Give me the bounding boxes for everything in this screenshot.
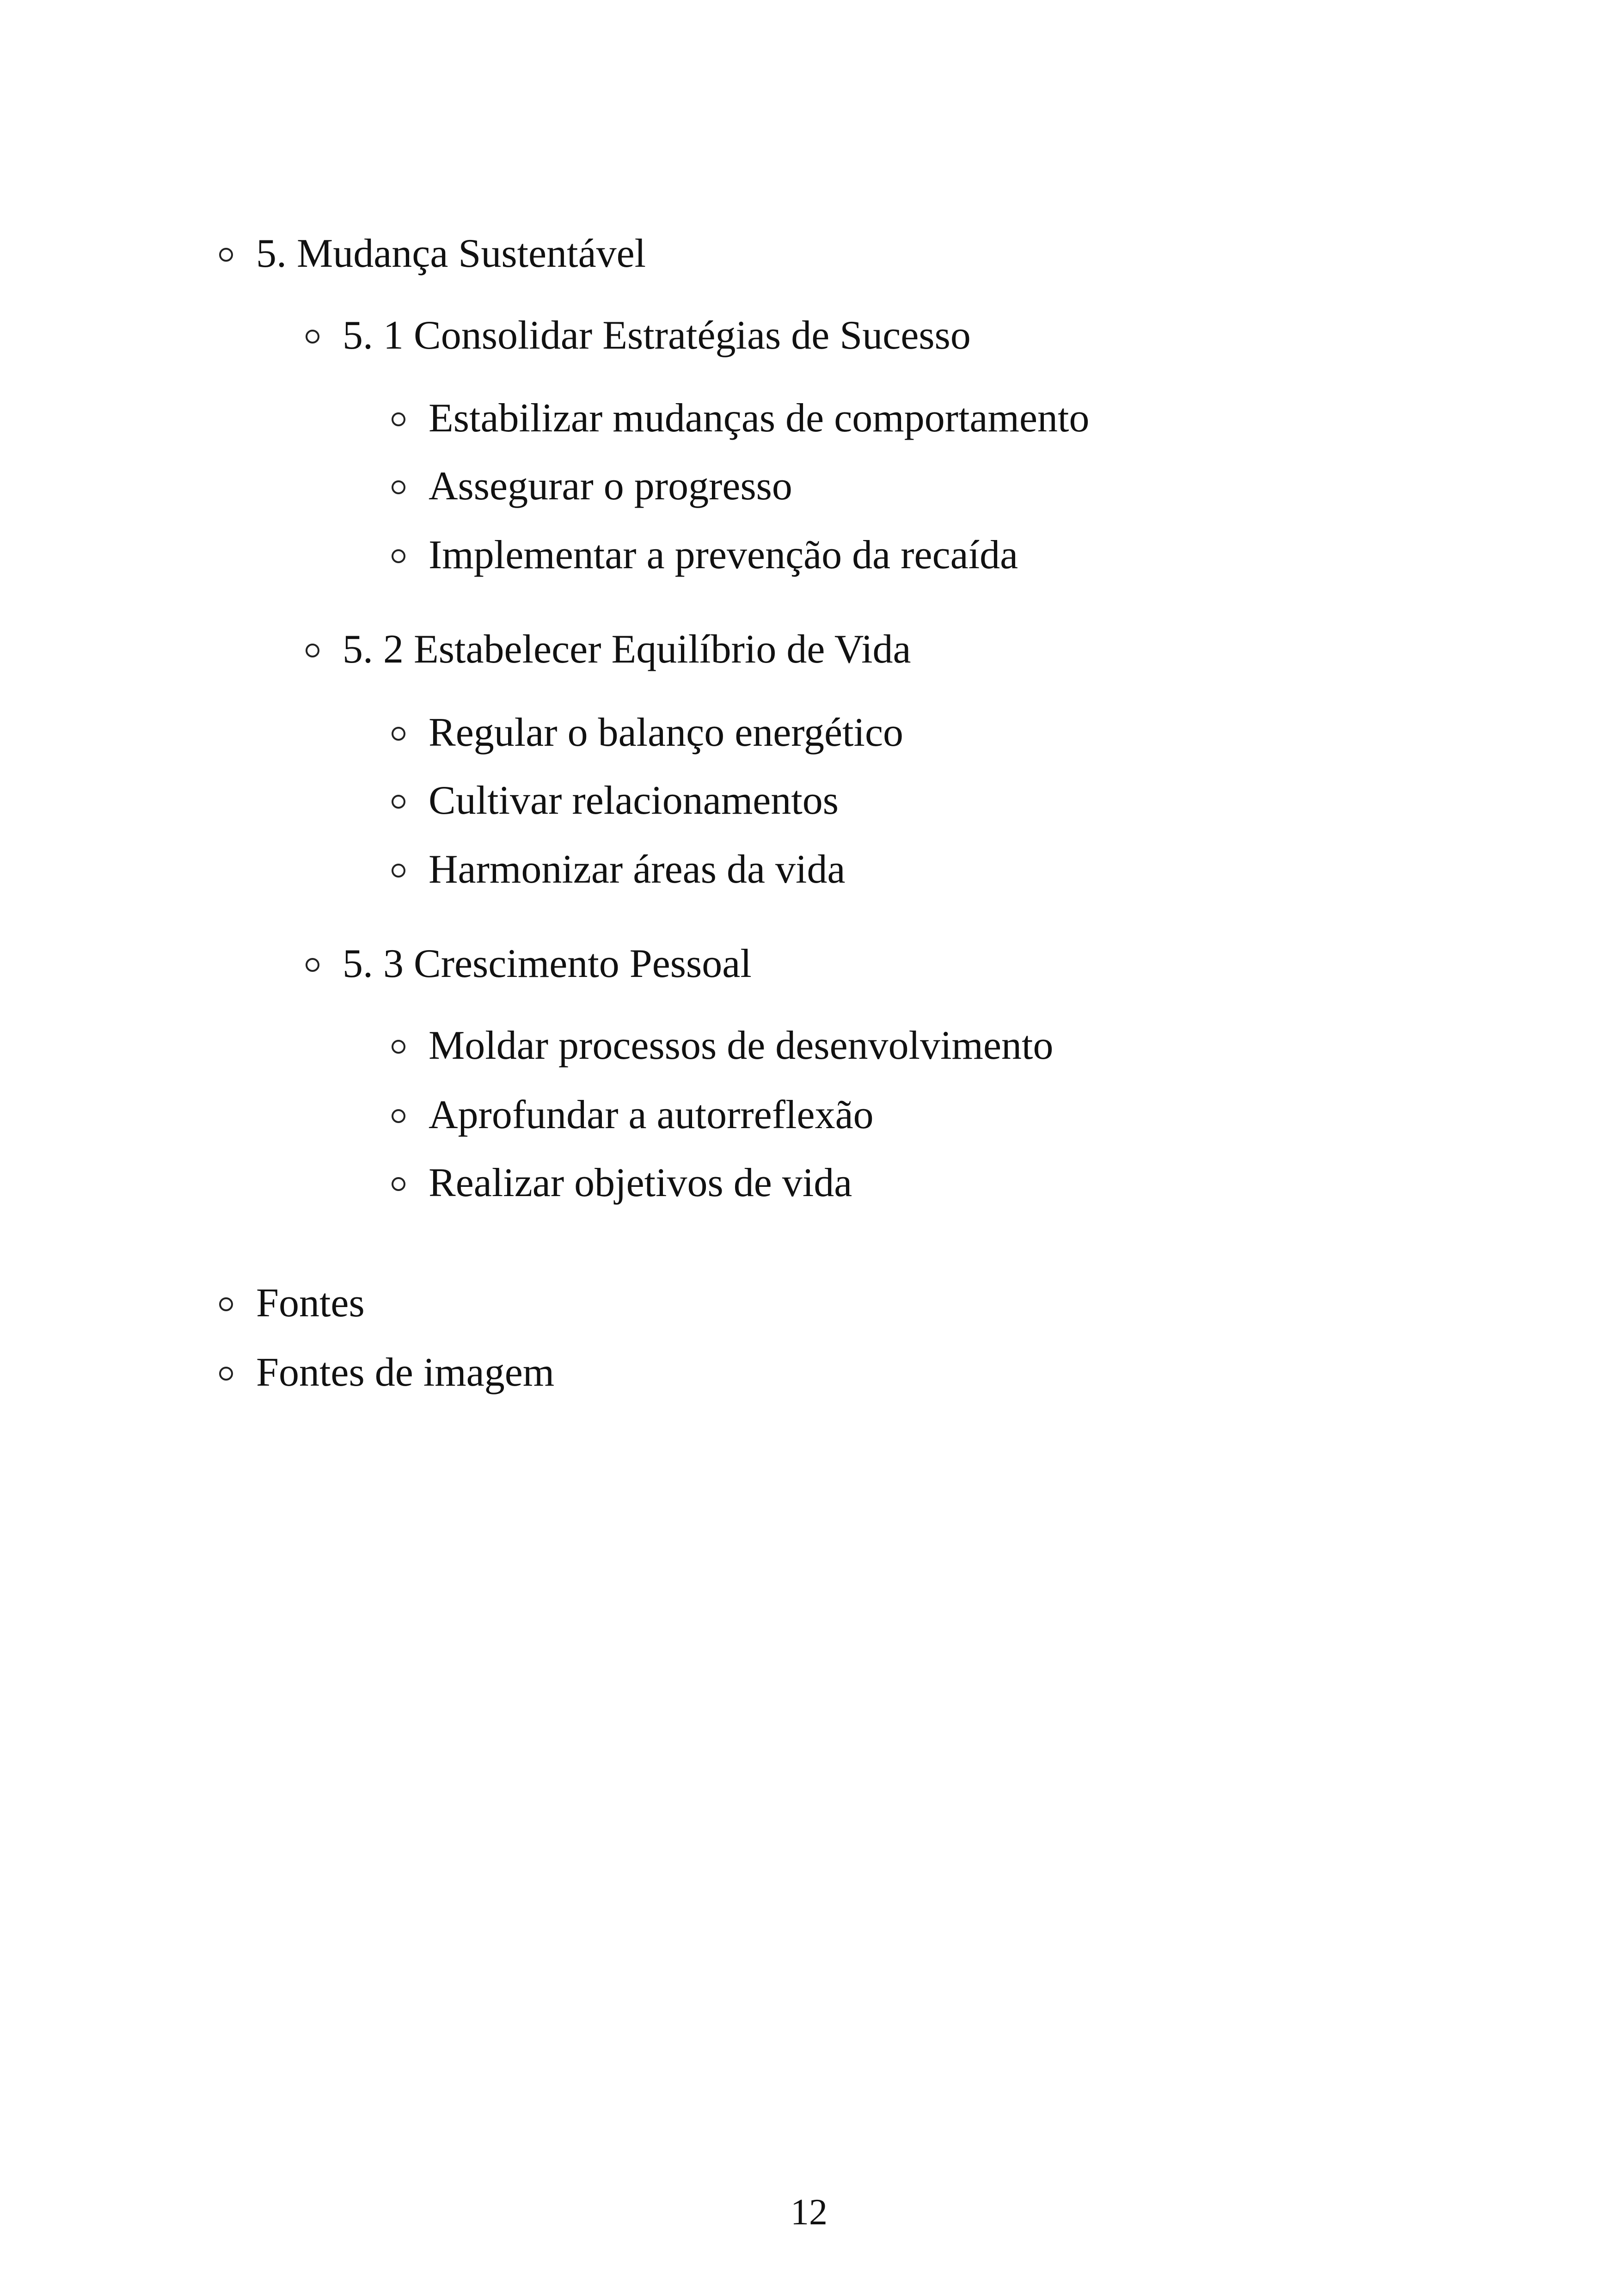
outline-item: [306, 624, 911, 675]
outline-item-text: Harmonizar áreas da vida: [429, 847, 846, 892]
circle-bullet-icon: [219, 1297, 233, 1311]
outline-item-text: 5. 3 Crescimento Pessoal: [343, 941, 752, 986]
outline-item-text: Moldar processos de desenvolvimento: [429, 1023, 1054, 1068]
page-number: 12: [791, 2192, 827, 2233]
outline-item-text: Regular o balanço energético: [429, 710, 904, 755]
outline-item: [392, 530, 1018, 581]
outline-item: [392, 775, 839, 826]
circle-bullet-icon: [392, 1177, 405, 1191]
circle-bullet-icon: [392, 480, 405, 494]
outline-item-text: Fontes: [256, 1281, 365, 1326]
circle-bullet-icon: [392, 549, 405, 563]
outline-item-text: 5. 1 Consolidar Estratégias de Sucesso: [343, 313, 971, 358]
circle-bullet-icon: [392, 1109, 405, 1123]
circle-bullet-icon: [306, 958, 319, 972]
outline-item-text: 5. Mudança Sustentável: [256, 231, 646, 276]
outline-item: [392, 1158, 852, 1209]
outline-item: [392, 707, 903, 758]
circle-bullet-icon: [306, 330, 319, 344]
circle-bullet-icon: [392, 1040, 405, 1054]
outline-item: [392, 393, 1089, 444]
outline-item: [392, 844, 846, 895]
outline-item: [392, 461, 792, 512]
outline-item: [392, 1020, 1054, 1071]
circle-bullet-icon: [392, 795, 405, 809]
circle-bullet-icon: [392, 727, 405, 741]
outline-item-text: 5. 2 Estabelecer Equilíbrio de Vida: [343, 627, 911, 672]
outline-item: [219, 1278, 365, 1329]
circle-bullet-icon: [219, 1367, 233, 1381]
outline-item-text: Fontes de imagem: [256, 1350, 555, 1395]
outline-item-text: Implementar a prevenção da recaída: [429, 533, 1018, 577]
outline-item: [306, 310, 971, 361]
outline-item: [219, 1347, 554, 1398]
outline-item-text: Cultivar relacionamentos: [429, 778, 839, 823]
outline-item: [219, 228, 646, 279]
outline-item-text: Realizar objetivos de vida: [429, 1160, 852, 1205]
outline-item-text: Estabilizar mudanças de comportamento: [429, 396, 1090, 441]
outline-item: [306, 939, 752, 989]
outline-item-text: Aprofundar a autorreflexão: [429, 1093, 874, 1137]
circle-bullet-icon: [392, 412, 405, 426]
circle-bullet-icon: [392, 864, 405, 878]
outline-item-text: Assegurar o progresso: [429, 464, 792, 509]
outline-item: [392, 1090, 874, 1141]
circle-bullet-icon: [306, 644, 319, 657]
circle-bullet-icon: [219, 248, 233, 262]
